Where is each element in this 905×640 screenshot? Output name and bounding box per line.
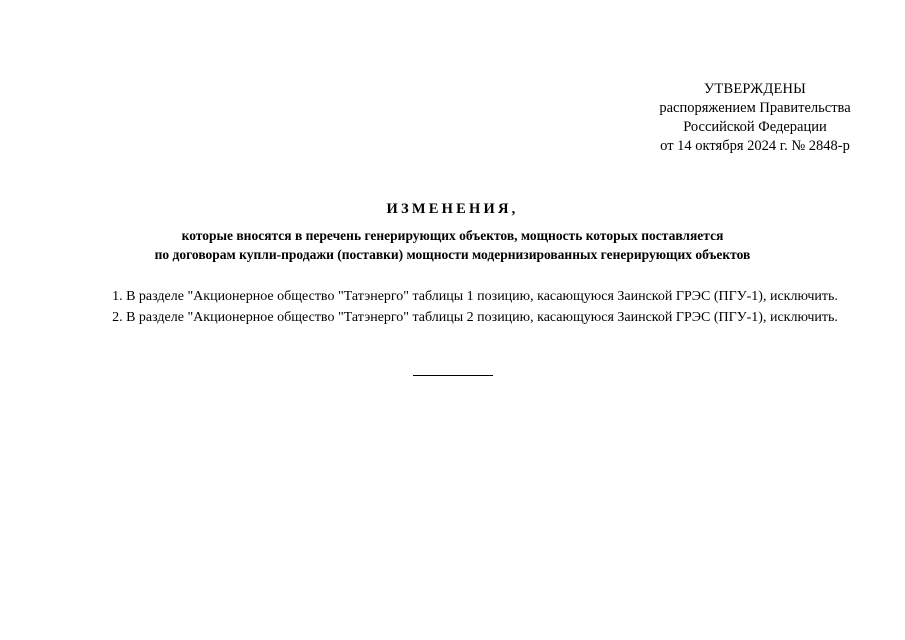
document-subtitle: [0, 226, 905, 264]
approval-line: Российской Федерации: [683, 119, 827, 135]
subtitle-line: которые вносятся в перечень генерирующих объектов, мощность которых поставляется: [181, 228, 724, 243]
changes-list: [60, 286, 890, 328]
approval-line: распоряжением Правительства: [659, 100, 851, 116]
approval-block: [600, 80, 905, 156]
subtitle-line: по договорам купли-продажи (поставки) мощности модернизированных генерирующих объектов: [154, 247, 751, 262]
closing-rule: [413, 375, 493, 376]
approval-line: от 14 октября 2024 г. № 2848-р: [660, 138, 850, 154]
document-title: ИЗМЕНЕНИЯ,: [386, 201, 519, 217]
change-item: 1. В разделе "Акционерное общество "Татэнерго" таблицы 1 позицию, касающуюся Заинской ГРЭС (ПГУ-1), исключить.: [112, 289, 838, 304]
change-item: 2. В разделе "Акционерное общество "Татэнерго" таблицы 2 позицию, касающуюся Заинской ГРЭС (ПГУ-1), исключить.: [112, 310, 838, 325]
approval-heading: УТВЕРЖДЕНЫ: [703, 81, 807, 97]
